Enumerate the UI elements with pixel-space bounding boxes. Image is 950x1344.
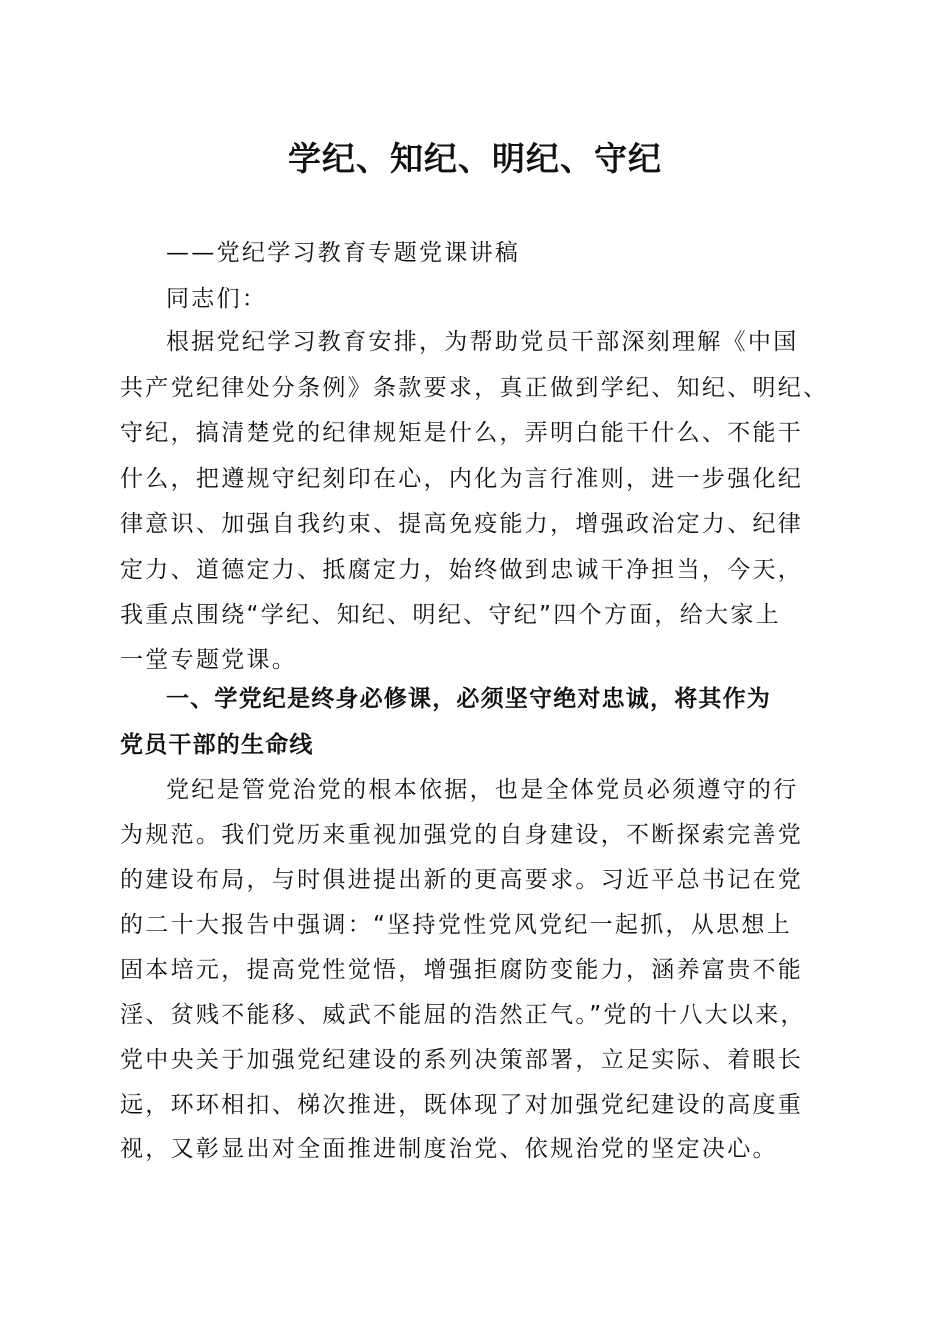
body-line: 党纪是管党治党的根本依据，也是全体党员必须遵守的行: [166, 777, 799, 803]
document-title: 学纪、知纪、明纪、守纪: [288, 139, 662, 178]
body-line: 淫、贫贱不能移、威武不能屈的浩然正气。”党的十八大以来，: [120, 1002, 806, 1028]
intro-line: 根据党纪学习教育安排，为帮助党员干部深刻理解《中国: [166, 329, 799, 355]
intro-line: 什么，把遵规守纪刻印在心，内化为言行准则，进一步强化纪: [120, 466, 804, 492]
body-line: 为规范。我们党历来重视加强党的自身建设，不断探索完善党: [120, 822, 804, 848]
greeting: 同志们：: [166, 286, 268, 312]
section-heading: 党员干部的生命线: [120, 732, 314, 758]
body-line: 的二十大报告中强调：“坚持党性党风党纪一起抓，从思想上: [120, 912, 793, 938]
body-line: 远，环环相扣、梯次推进，既体现了对加强党纪建设的高度重: [120, 1092, 804, 1118]
document-subtitle: ——党纪学习教育专题党课讲稿: [166, 240, 521, 266]
intro-line: 守纪，搞清楚党的纪律规矩是什么，弄明白能干什么、不能干: [120, 420, 804, 446]
intro-line: 共产党纪律处分条例》条款要求，真正做到学纪、知纪、明纪、: [120, 375, 829, 401]
section-heading: 一、学党纪是终身必修课，必须坚守绝对忠诚，将其作为: [166, 686, 771, 712]
intro-line: 律意识、加强自我约束、提高免疫能力，增强政治定力、纪律: [120, 511, 804, 537]
intro-line: 定力、道德定力、抵腐定力，始终做到忠诚干净担当，今天，: [120, 557, 804, 583]
body-line: 党中央关于加强党纪建设的系列决策部署，立足实际、着眼长: [120, 1047, 804, 1073]
intro-line: 我重点围绕“学纪、知纪、明纪、守纪”四个方面，给大家上: [120, 602, 781, 628]
body-line: 的建设布局，与时俱进提出新的更高要求。习近平总书记在党: [120, 867, 804, 893]
intro-line: 一堂专题党课。: [120, 647, 298, 673]
body-line: 视，又彰显出对全面推进制度治党、依规治党的坚定决心。: [120, 1136, 778, 1162]
body-line: 固本培元，提高党性觉悟，增强拒腐防变能力，涵养富贵不能: [120, 957, 804, 983]
